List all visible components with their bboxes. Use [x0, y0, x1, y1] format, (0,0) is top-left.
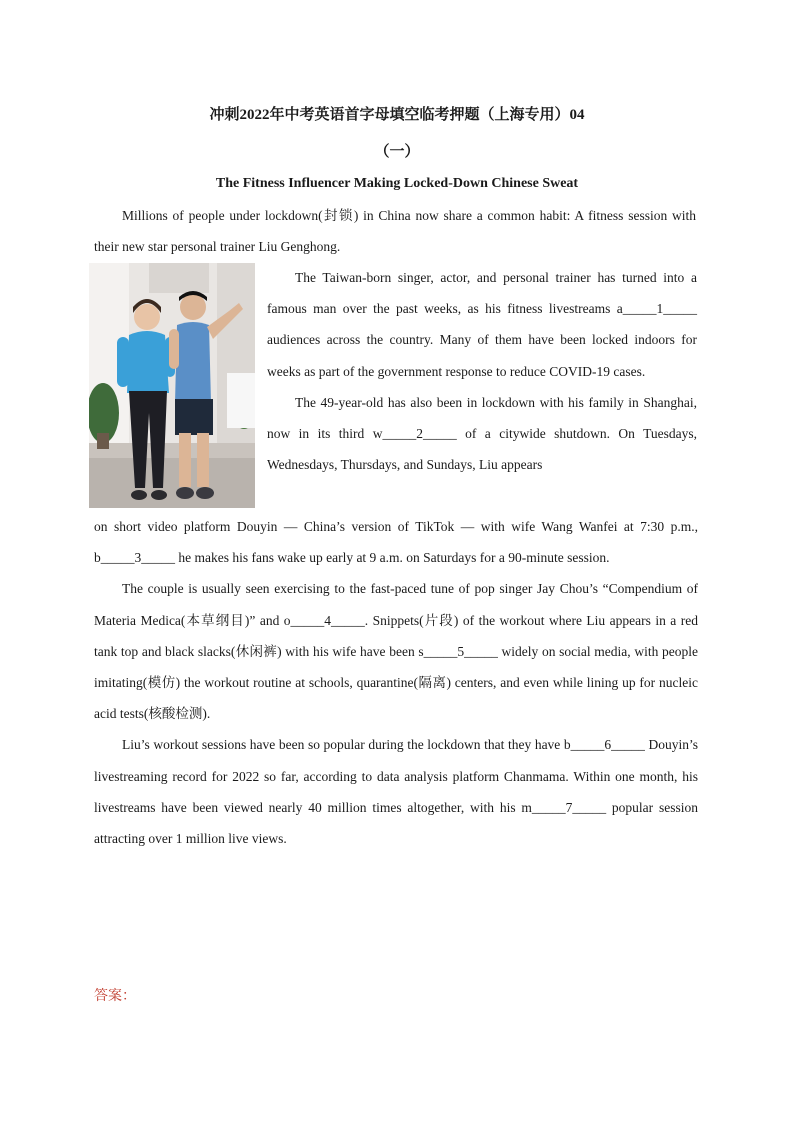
- document-title: 冲刺2022年中考英语首字母填空临考押题（上海专用）04: [209, 107, 585, 123]
- trainer-photo: [89, 263, 255, 508]
- paragraph-2-start: The 49-year-old has also been in lockdown with his family in Shanghai, now in its third w_____2_____ of a citywide shutdown. On Tuesdays, Wednesdays, Thursdays, and Sundays, Liu appears: [267, 394, 697, 473]
- intro-text: Millions of people under lockdown(封锁) in China now share a common habit: A fitness session with their new star personal trainer Liu Genghong.: [94, 208, 696, 255]
- section-number: （一）: [374, 144, 420, 160]
- answer-label: 答案：: [94, 988, 136, 1004]
- wrapped-paragraphs: [267, 262, 697, 480]
- paragraph-3: The couple is usually seen exercising to the fast-paced tune of pop singer Jay Chou’s “Compendium of Materia Medica(本草纲目)” and o_____4_____. Snippets(片段) of the workout where Liu appears in a red tank top and black slacks(休闲裤) with his wife have been s_____5_____ widely on social media, with people imitating(模仿) the workout routine at schools, quarantine(隔离) centers, and even while lining up for nucleic acid tests(核酸检测).: [94, 581, 698, 722]
- intro-paragraph: [94, 200, 696, 262]
- paragraph-4: Liu’s workout sessions have been so popular during the lockdown that they have b_____6_____ Douyin’s livestreaming record for 2022 so far, according to data analysis platform Chanmama. Within one month, his livestreams have been viewed nearly 40 million times altogether, with his m_____7_____ popular session attracting over 1 million live views.: [94, 737, 698, 847]
- full-width-paragraphs: [94, 511, 698, 854]
- paragraph-2-continued: on short video platform Douyin — China’s version of TikTok — with wife Wang Wanfei at 7:30 p.m., b_____3_____ he makes his fans wake up early at 9 a.m. on Saturdays for a 90-minute session.: [94, 519, 698, 566]
- article-title: The Fitness Influencer Making Locked-Down Chinese Sweat: [215, 176, 579, 191]
- paragraph-1: The Taiwan-born singer, actor, and personal trainer has turned into a famous man over the past weeks, as his fitness livestreams a_____1_____ audiences across the country. Many of them have been locked indoors for weeks as part of the government response to reduce COVID-19 cases.: [267, 270, 697, 379]
